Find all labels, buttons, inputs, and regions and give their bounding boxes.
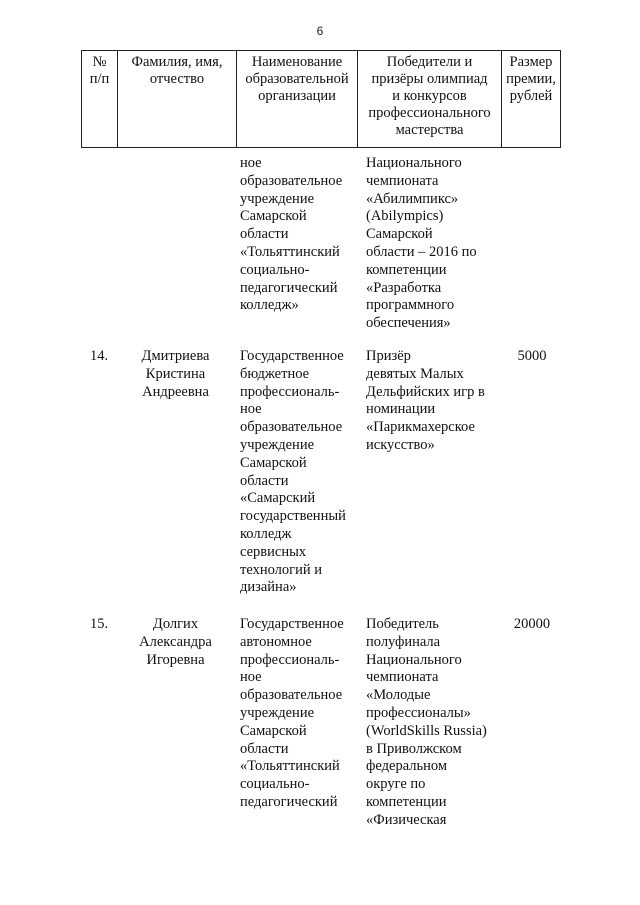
row-prize: 5000 (517, 348, 547, 364)
header-name: Фамилия, имя, отчество (118, 51, 237, 148)
header-org: Наименование образовательной организации (237, 51, 358, 148)
row-winners: Победитель полуфинала Национального чемпионата «Молодые профессионалы» (WorldSkills Russia) в Приволжском федеральном округе по компетенции «Физическая (366, 616, 487, 828)
row-number: 14. (89, 348, 109, 364)
row-name: Дмитриева Кристина Андреевна (141, 348, 210, 400)
row-winners: Призёр девятых Малых Дельфийских игр в номинации «Парикмахерское искусство» (366, 348, 485, 453)
page-number: 6 (316, 24, 324, 38)
row-name: Долгих Александра Игоревна (139, 616, 212, 668)
row-org: Государственное автономное профессиональ- ное образовательное учреждение Самарской области «Тольяттинский социально- педагогический (240, 616, 344, 810)
header-num: № п/п (82, 51, 118, 148)
header-winners: Победители и призёры олимпиад и конкурсов профессионального мастерства (358, 51, 502, 148)
row-number: 15. (89, 616, 109, 632)
awards-table (81, 50, 560, 828)
row-org: Государственное бюджетное профессиональ- ное образовательное учреждение Самарской области «Самарский государственный колледж сервисных технологий и дизайна» (240, 348, 346, 596)
table-header (81, 50, 561, 148)
continuation-org: ное образовательное учреждение Самарской области «Тольяттинский социально- педагогический колледж» (240, 155, 343, 314)
continuation-winners: Национального чемпионата «Абилимпикс» (Abilympics) Самарской области – 2016 по компетенции «Разработка программного обеспечения» (366, 155, 477, 332)
header-prize: Размер премии, рублей (502, 51, 561, 148)
row-prize: 20000 (513, 616, 551, 632)
